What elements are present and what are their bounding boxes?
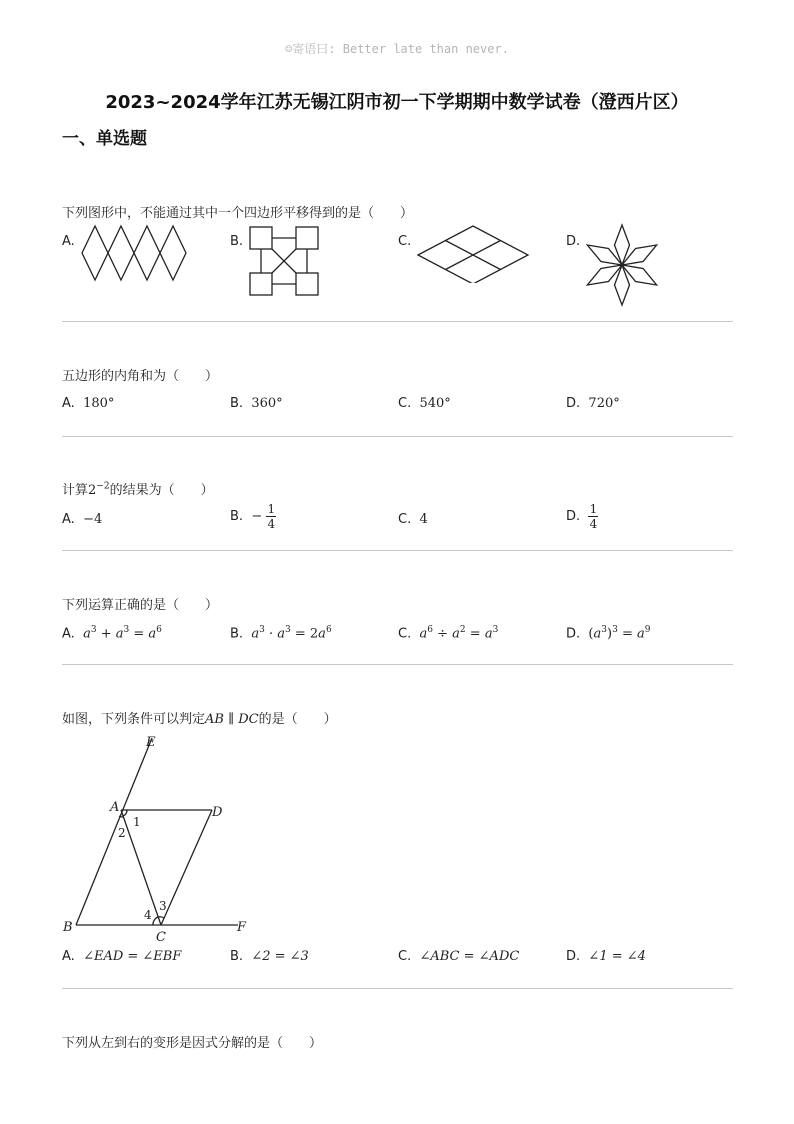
option-value: 720°: [588, 396, 620, 411]
option-label: B.: [230, 949, 244, 964]
point-label-d: D: [212, 805, 223, 820]
angle-label-3: 3: [159, 899, 167, 913]
rhombus-shape: [82, 226, 108, 280]
angle-arc: [123, 810, 127, 816]
stem-text: 的是（ ）: [258, 712, 337, 727]
math-var: a: [484, 626, 493, 642]
math-exponent: 3: [492, 625, 499, 635]
angle-label-1: 1: [133, 815, 141, 829]
q1-option-d-label: D.: [566, 234, 581, 249]
math-var: a: [115, 626, 124, 642]
option-label: B.: [230, 509, 244, 524]
option-value: ∠2 = ∠3: [251, 949, 309, 964]
square-shape: [250, 273, 272, 295]
point-label-f: F: [237, 920, 247, 935]
math-var: a: [318, 626, 326, 642]
square-shape: [296, 273, 318, 295]
stem-text: 计算: [62, 483, 89, 498]
watermark: ☺寄语曰: Better late than never.: [285, 42, 509, 56]
question-divider: [62, 988, 733, 989]
q2-option-a[interactable]: [62, 396, 114, 411]
option-value: 540°: [419, 396, 451, 411]
math-paren: (: [588, 626, 594, 642]
page-title: 2023~2024学年江苏无锡江阴市初一下学期期中数学试卷（澄西片区）: [105, 92, 689, 113]
rhombus-petal: [618, 239, 660, 272]
option-value: ∠1 = ∠4: [588, 949, 646, 964]
option-label: D.: [566, 949, 581, 964]
point-label-a: A: [110, 800, 120, 815]
option-value: 180°: [83, 396, 115, 411]
question-divider: [62, 550, 733, 551]
math-var: a: [636, 626, 645, 642]
math-op: ·: [264, 626, 278, 642]
rhombus-shape: [160, 226, 186, 280]
q4-option-a[interactable]: [62, 625, 162, 641]
math-paren: ): [607, 626, 613, 642]
q3-option-a[interactable]: [62, 512, 102, 527]
option-value: 360°: [251, 396, 283, 411]
stem-math: AB ∥ DC: [205, 712, 259, 727]
option-value: 4: [419, 512, 428, 527]
option-label: C.: [398, 512, 412, 527]
q5-option-a[interactable]: [62, 949, 181, 964]
rhombus-shape: [108, 226, 134, 280]
rhombus-petal: [584, 239, 626, 272]
question-divider: [62, 664, 733, 665]
math-var: a: [251, 626, 260, 642]
q1-figure-b: [246, 223, 326, 303]
angle-label-2: 2: [118, 826, 126, 840]
math-exponent: 9: [644, 625, 651, 635]
math-op: = 2: [290, 626, 319, 642]
math-exponent: 3: [601, 625, 607, 635]
fraction-denominator: 4: [267, 517, 276, 531]
q3-option-b[interactable]: [230, 502, 276, 531]
option-value: −4: [83, 512, 103, 527]
math-exponent: 2: [459, 625, 466, 635]
math-op: +: [96, 626, 116, 642]
question-divider: [62, 321, 733, 322]
rhombus-petal: [584, 259, 626, 292]
option-label: B.: [230, 626, 244, 642]
point-label-e: E: [146, 735, 156, 750]
math-op: ÷: [432, 626, 453, 642]
math-exponent: 3: [285, 625, 291, 635]
option-label: B.: [230, 396, 244, 411]
q1-figure-d: [582, 220, 666, 310]
option-label: A.: [62, 396, 75, 411]
q4-option-d[interactable]: [566, 625, 650, 641]
option-label: A.: [62, 626, 75, 642]
line-be: [76, 738, 152, 925]
rhombus-shape: [134, 226, 160, 280]
option-sign: −: [251, 509, 263, 524]
fraction-denominator: 4: [589, 517, 598, 531]
math-exponent: 3: [90, 625, 97, 635]
fraction-numerator: 1: [589, 502, 598, 516]
math-op: =: [129, 626, 149, 642]
math-var: a: [83, 626, 91, 642]
math-var: a: [452, 626, 460, 642]
q2-option-c[interactable]: [398, 396, 451, 411]
q1-figure-c: [414, 223, 534, 283]
fraction-numerator: 1: [267, 502, 276, 516]
option-label: C.: [398, 626, 412, 642]
q4-option-b[interactable]: [230, 625, 332, 641]
q4-stem: 下列运算正确的是（ ）: [62, 598, 219, 613]
option-label: A.: [62, 949, 75, 964]
math-base: 2: [88, 483, 97, 498]
math-exponent: 3: [612, 625, 618, 635]
q2-stem: 五边形的内角和为（ ）: [62, 369, 219, 384]
point-label-b: B: [63, 920, 73, 935]
math-exponent: 3: [123, 625, 130, 635]
option-label: A.: [62, 512, 75, 527]
option-label: C.: [398, 396, 412, 411]
q6-stem: 下列从左到右的变形是因式分解的是（ ）: [62, 1036, 323, 1051]
math-op: =: [617, 626, 637, 642]
option-label: D.: [566, 626, 581, 642]
q5-option-b[interactable]: [230, 949, 309, 964]
q4-option-c[interactable]: [398, 625, 498, 641]
angle-label-4: 4: [144, 908, 152, 922]
stem-text: 如图，下列条件可以判定: [62, 712, 206, 727]
math-exponent: 6: [427, 625, 433, 635]
angle-arc: [119, 816, 123, 817]
option-label: D.: [566, 396, 581, 411]
rhombus-petal: [618, 259, 660, 292]
q2-option-b[interactable]: [230, 396, 283, 411]
square-shape: [250, 227, 272, 249]
math-var: a: [593, 626, 602, 642]
segment-ac: [121, 810, 161, 925]
segment-cd: [161, 810, 212, 925]
option-value: ∠EAD = ∠EBF: [83, 949, 182, 964]
point-label-c: C: [156, 930, 166, 944]
math-exponent: 6: [156, 625, 162, 635]
q1-option-c-label: C.: [398, 234, 412, 249]
math-var: a: [419, 626, 428, 642]
stem-text: 的结果为（ ）: [109, 483, 214, 498]
math-var: a: [277, 626, 285, 642]
math-exponent: 6: [325, 625, 332, 635]
q5-option-c[interactable]: [398, 949, 519, 964]
math-var: a: [148, 626, 157, 642]
option-value: ∠ABC = ∠ADC: [419, 949, 520, 964]
question-divider: [62, 436, 733, 437]
q3-stem: [62, 479, 214, 498]
angle-arc: [153, 917, 158, 925]
fraction: [266, 502, 276, 531]
q5-stem: [62, 708, 337, 727]
q1-option-a-label: A.: [62, 234, 75, 249]
q3-option-d[interactable]: [566, 502, 598, 531]
q1-option-b-label: B.: [230, 234, 244, 249]
section-heading: 一、单选题: [62, 129, 147, 149]
q5-geometry-figure: [60, 728, 280, 944]
math-exponent: −2: [96, 481, 110, 492]
square-shape: [296, 227, 318, 249]
math-op: =: [465, 626, 485, 642]
q1-stem: 下列图形中，不能通过其中一个四边形平移得到的是（ ）: [62, 206, 414, 221]
option-label: C.: [398, 949, 412, 964]
option-label: D.: [566, 509, 581, 524]
math-exponent: 3: [259, 625, 265, 635]
fraction: [588, 502, 598, 531]
q1-figure-a: [80, 223, 200, 283]
q5-option-d[interactable]: [566, 949, 646, 964]
q2-option-d[interactable]: [566, 396, 620, 411]
q3-option-c[interactable]: [398, 512, 428, 527]
